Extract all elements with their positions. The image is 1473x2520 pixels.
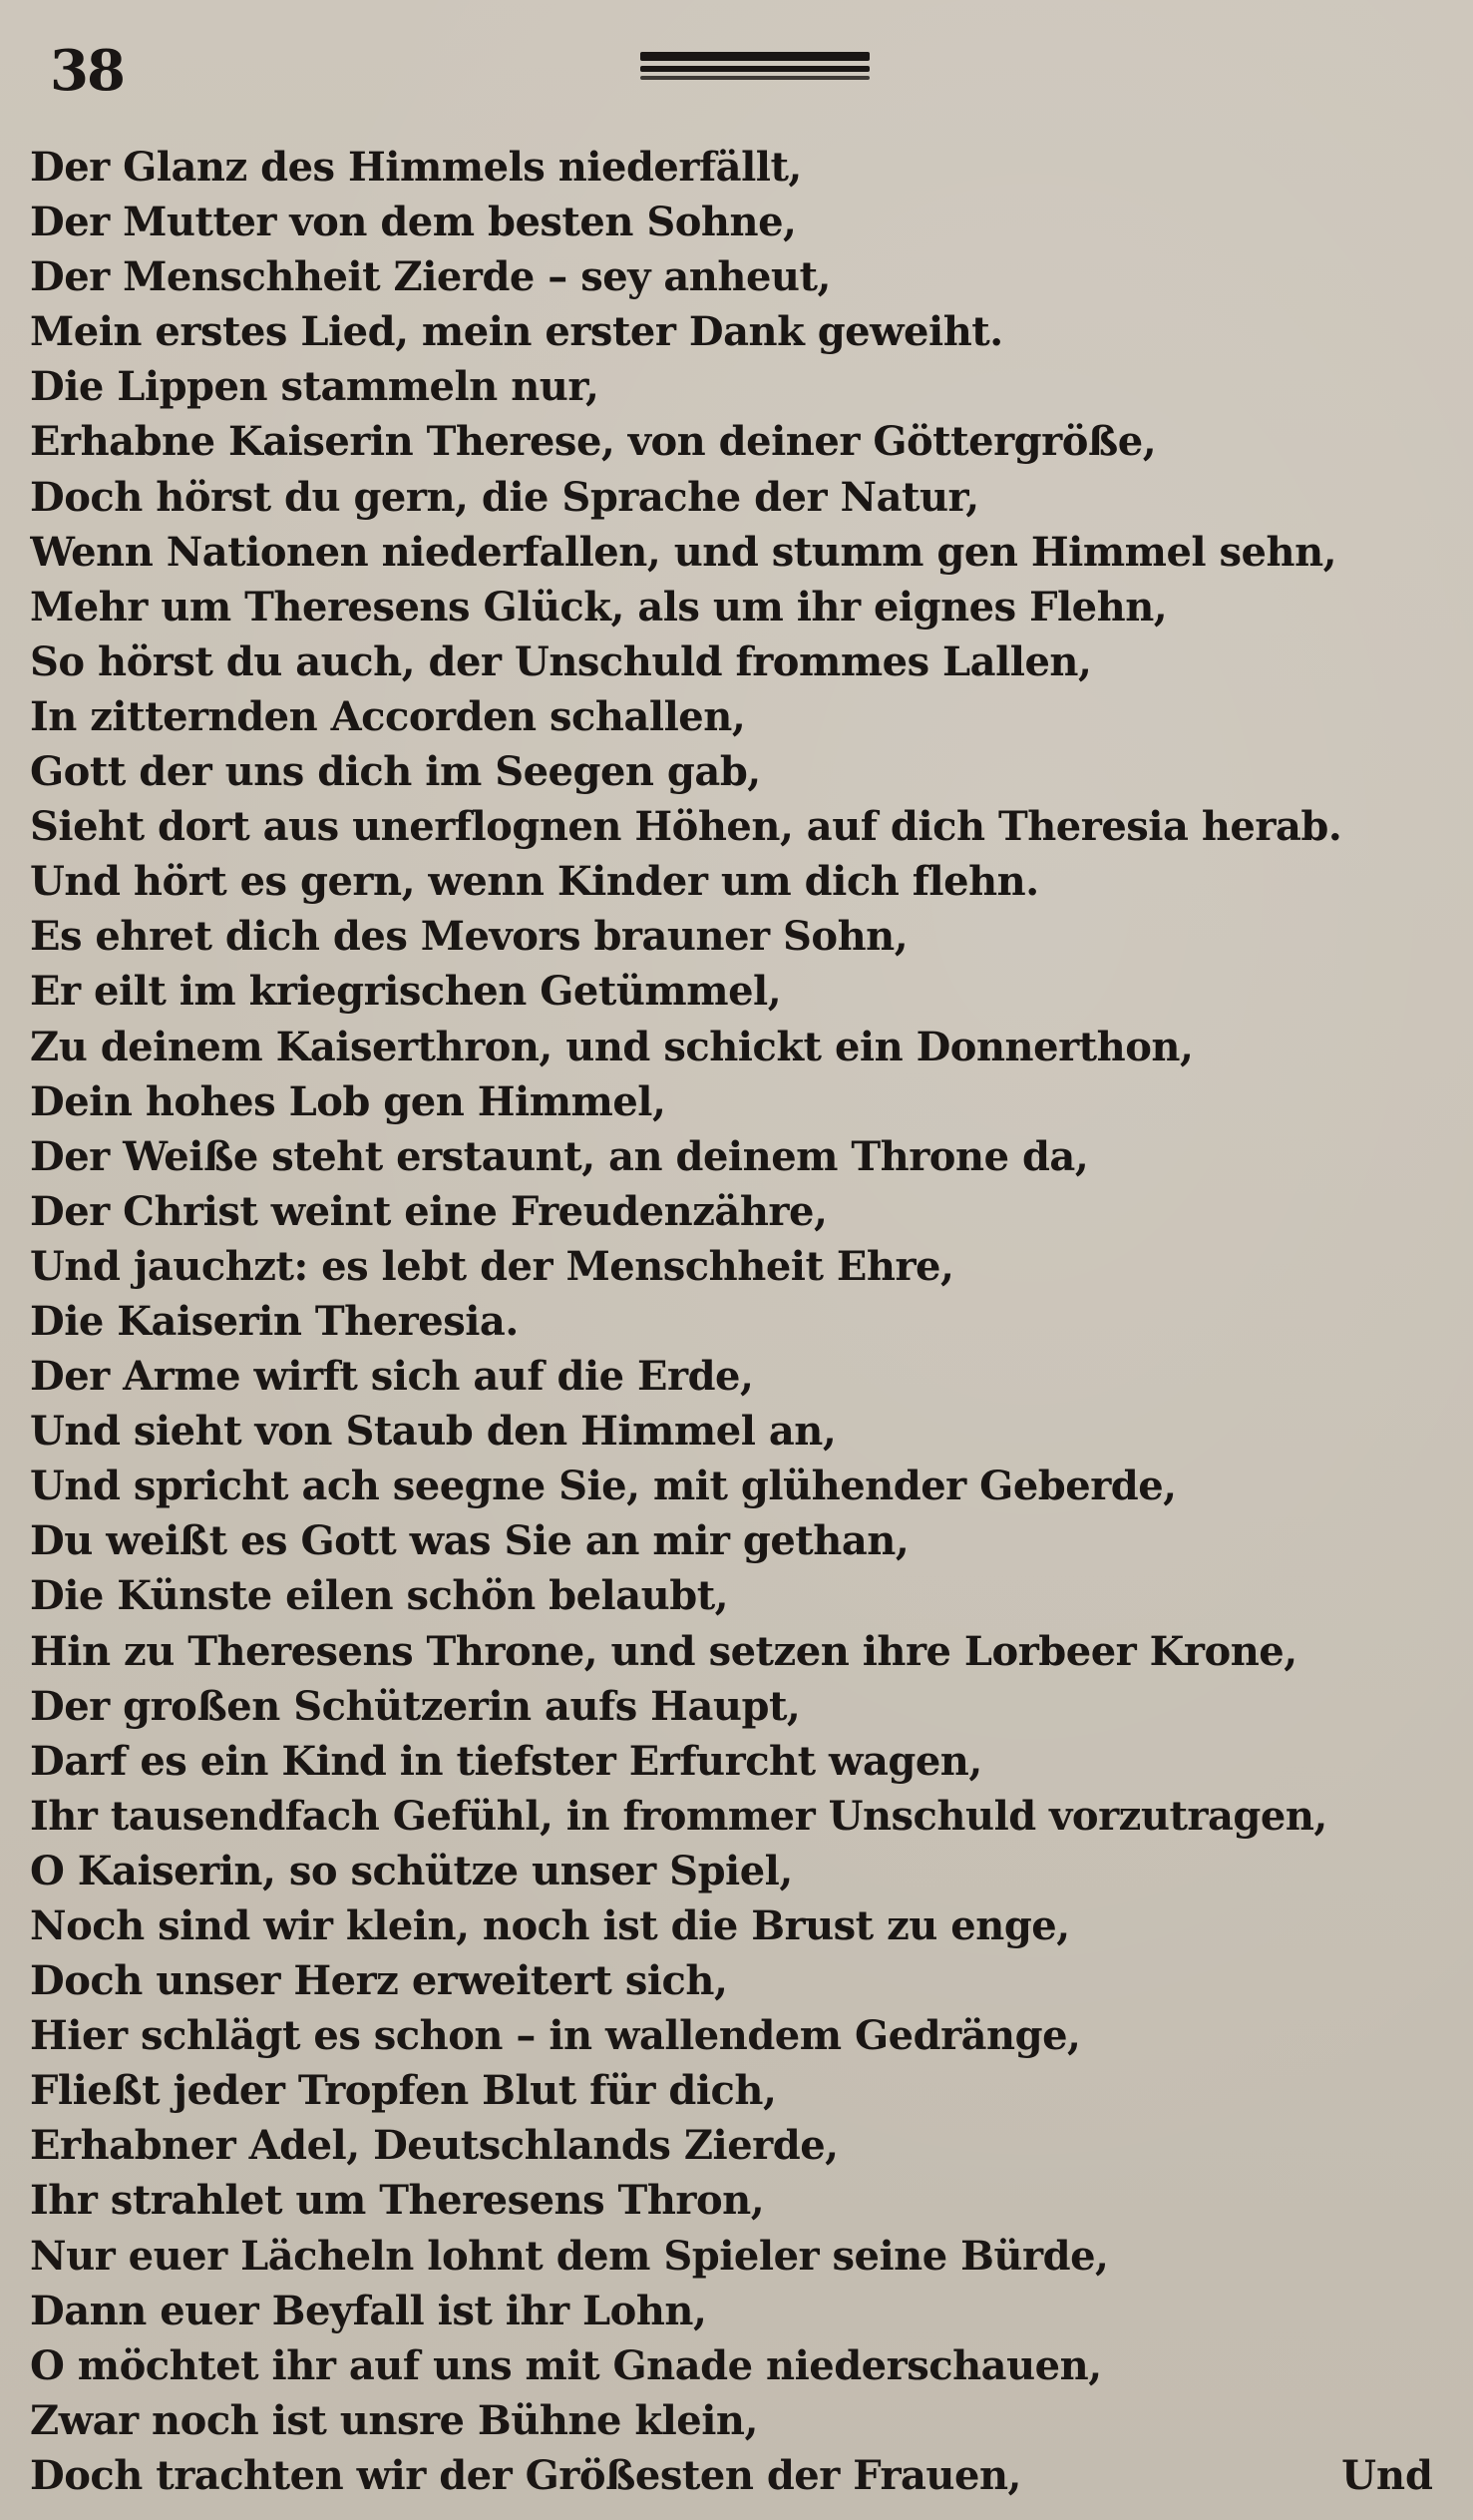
poem-line: Der Arme wirft sich auf die Erde, (30, 1353, 754, 1401)
poem-line: Der großen Schützerin aufs Haupt, (30, 1682, 801, 1730)
page-number: 38 (50, 38, 124, 104)
poem-line: Erhabner Adel, Deutschlands Zierde, (30, 2122, 839, 2170)
poem-line: Dein hohes Lob gen Himmel, (30, 1077, 666, 1125)
poem-line: Gott der uns dich im Seegen gab, (30, 748, 761, 796)
poem-line: Der Christ weint eine Freudenzähre, (30, 1187, 828, 1235)
poem-line: Doch unser Herz erweitert sich, (30, 1957, 728, 2005)
poem-line: Und jauchzt: es lebt der Menschheit Ehre, (30, 1242, 954, 1290)
poem-line: Mein erstes Lied, mein erster Dank geweiht. (30, 308, 1003, 356)
poem-line: In zitternden Accorden schallen, (30, 692, 746, 740)
poem-line: Der Weiße steht erstaunt, an deinem Throne da, (30, 1132, 1089, 1180)
poem-line: Mehr um Theresens Glück, als um ihr eignes Flehn, (30, 583, 1168, 630)
poem-line: Er eilt im kriegrischen Getümmel, (30, 968, 782, 1016)
poem-line: Doch trachten wir der Größesten der Frauen, (30, 2451, 1021, 2499)
rule-medium (640, 66, 870, 72)
poem-line: Nur euer Lächeln lohnt dem Spieler seine Bürde, (30, 2232, 1109, 2280)
poem-line: Hin zu Theresens Throne, und setzen ihre Lorbeer Krone, (30, 1627, 1297, 1675)
poem-line: Ihr tausendfach Gefühl, in frommer Unschuld vorzutragen, (30, 1792, 1327, 1840)
poem-line: Noch sind wir klein, noch ist die Brust zu enge, (30, 1902, 1070, 1949)
poem-line: Ihr strahlet um Theresens Thron, (30, 2177, 765, 2225)
poem-line: So hörst du auch, der Unschuld frommes Lallen, (30, 637, 1092, 685)
poem-line: Zu deinem Kaiserthron, und schickt ein Donnerthon, (30, 1023, 1194, 1070)
poem-line: Und sieht von Staub den Himmel an, (30, 1408, 837, 1456)
catchword: Und (1341, 2452, 1433, 2499)
poem-line: Fließt jeder Tropfen Blut für dich, (30, 2067, 777, 2115)
poem-line: Erhabne Kaiserin Therese, von deiner Göttergröße, (30, 418, 1157, 466)
poem-line: Der Menschheit Zierde – sey anheut, (30, 253, 831, 301)
poem-line: Hier schlägt es schon – in wallendem Gedränge, (30, 2012, 1081, 2060)
poem-line: Dann euer Beyfall ist ihr Lohn, (30, 2287, 707, 2334)
poem-line: Wenn Nationen niederfallen, und stumm gen Himmel sehn, (30, 528, 1337, 576)
poem-line: Der Glanz des Himmels niederfällt, (30, 144, 802, 191)
poem-line: Es ehret dich des Mevors brauner Sohn, (30, 913, 909, 961)
poem-line: Und hört es gern, wenn Kinder um dich flehn. (30, 858, 1039, 906)
poem-line: O Kaiserin, so schütze unser Spiel, (30, 1847, 793, 1894)
poem-text (30, 140, 1453, 2503)
poem-line: O möchtet ihr auf uns mit Gnade niederschauen, (30, 2341, 1102, 2389)
poem-line: Der Mutter von dem besten Sohne, (30, 199, 797, 246)
poem-line: Zwar noch ist unsre Bühne klein, (30, 2396, 758, 2444)
poem-line: Und spricht ach seegne Sie, mit glühender Geberde, (30, 1463, 1177, 1510)
poem-line: Die Lippen stammeln nur, (30, 363, 599, 411)
rule-thin (640, 76, 870, 80)
poem-line: Sieht dort aus unerflognen Höhen, auf dich Theresia herab. (30, 803, 1342, 851)
poem-line: Du weißt es Gott was Sie an mir gethan, (30, 1517, 910, 1565)
rule-thick (640, 52, 870, 61)
poem-line: Doch hörst du gern, die Sprache der Natur, (30, 473, 979, 521)
poem-line: Die Künste eilen schön belaubt, (30, 1572, 729, 1620)
header-rule-ornament (640, 52, 870, 82)
poem-line: Darf es ein Kind in tiefster Erfurcht wagen, (30, 1737, 982, 1785)
poem-line: Die Kaiserin Theresia. (30, 1297, 519, 1345)
